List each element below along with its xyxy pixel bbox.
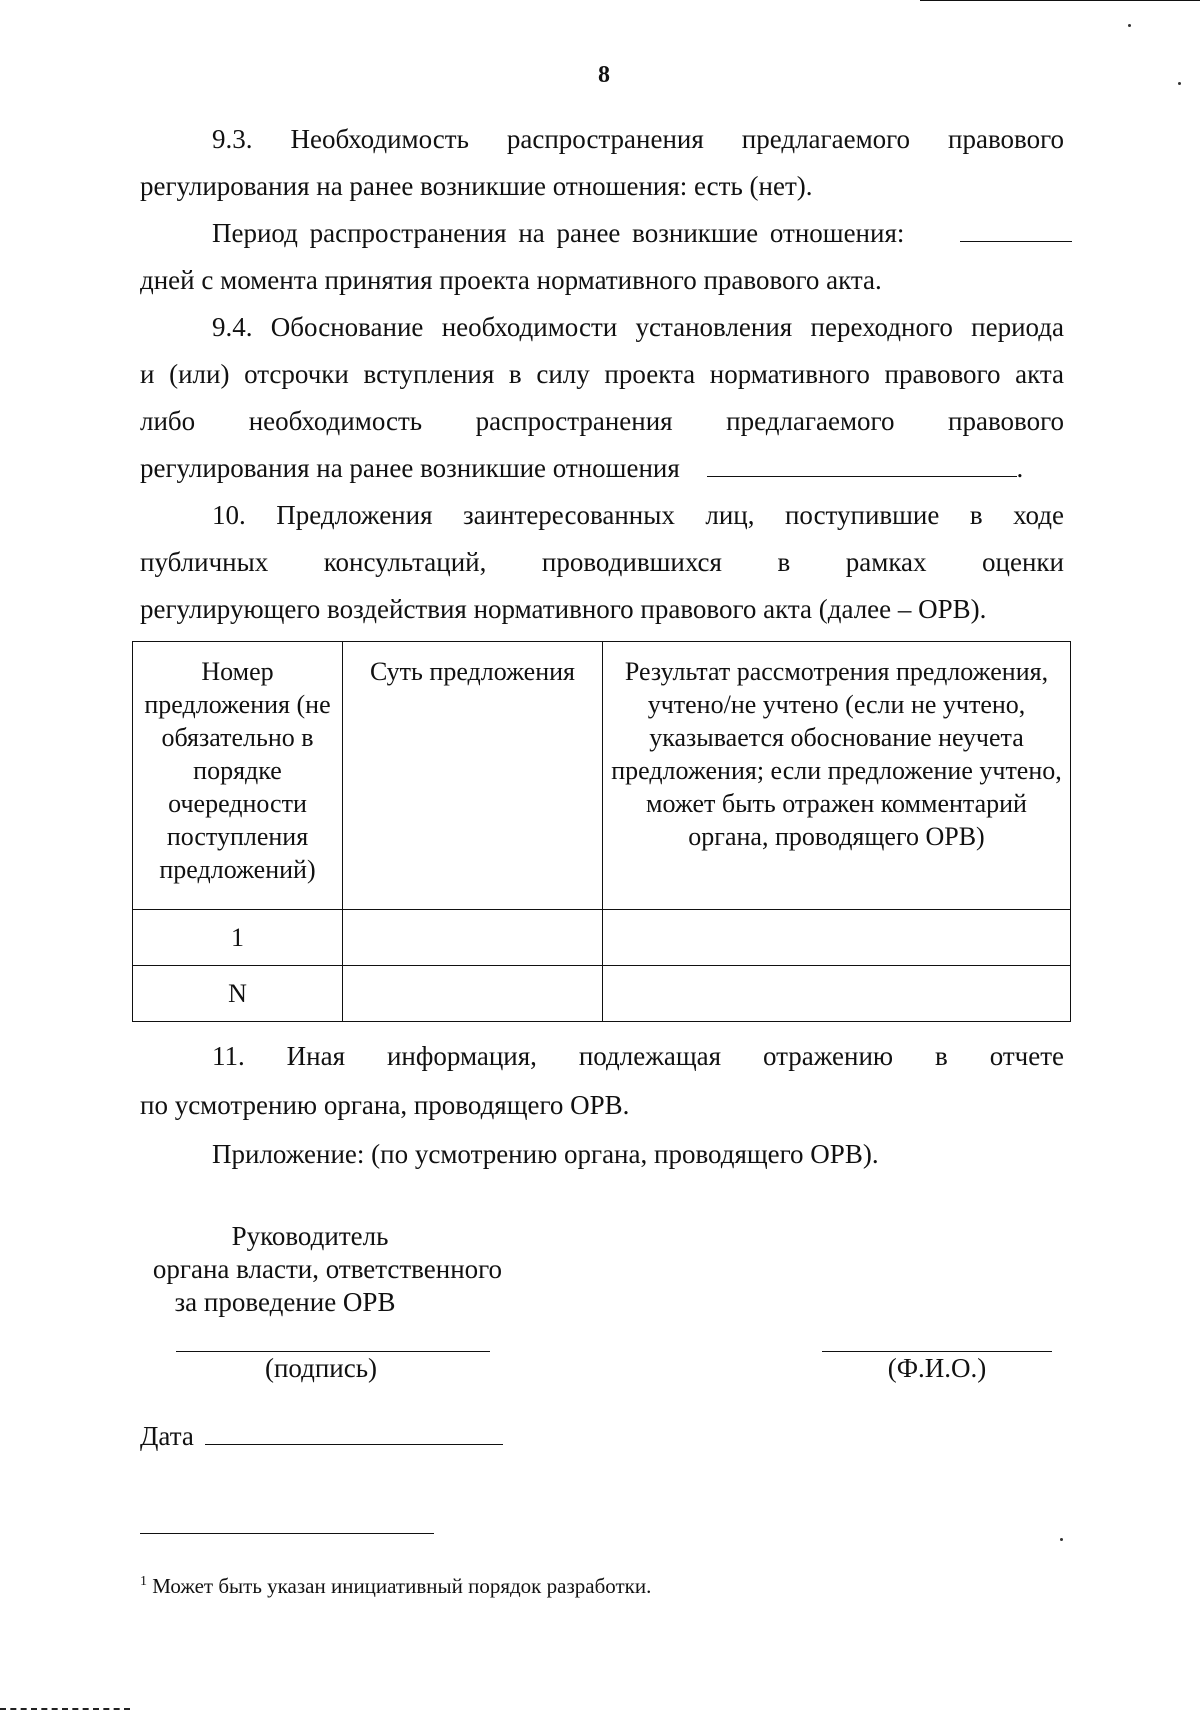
period-line1-wrap: [212, 210, 1072, 257]
p94-line1: 9.4. Обоснование необходимости установления переходного периода: [212, 312, 1064, 342]
row-result-cell[interactable]: [603, 910, 1071, 966]
period-days-blank[interactable]: [960, 211, 1072, 242]
p94-line2: и (или) отсрочки вступления в силу проекта нормативного правового акта: [140, 359, 1064, 389]
row-number-cell: N: [133, 966, 343, 1022]
signatory-title-line2: органа власти, ответственного: [152, 1254, 503, 1284]
footnote-separator: [140, 1533, 434, 1534]
proposals-table: [132, 641, 1071, 1022]
p94-line3: либо необходимость распространения предлагаемого правового: [140, 406, 1064, 436]
footnote-marker: 1: [140, 1574, 147, 1589]
page-number: 8: [598, 62, 610, 88]
period-line2: дней с момента принятия проекта нормативного правового акта.: [140, 265, 882, 295]
header-review-result: Результат рассмотрения предложения, учтено/не учтено (если не учтено, указывается обоснование неучета предложения; если предложение учтено, может быть отражен комментарий органа, проводящего ОРВ): [603, 642, 1071, 910]
footnote: [140, 1569, 1040, 1599]
signatory-title-line1: Руководитель: [231, 1221, 389, 1251]
footnote-text: Может быть указан инициативный порядок разработки.: [152, 1574, 652, 1598]
p94-end: .: [1016, 453, 1024, 483]
date-row: [140, 1413, 540, 1460]
p94-line4-wrap: [140, 445, 1080, 492]
scan-speck: [1128, 24, 1131, 27]
top-edge-mark: [920, 0, 1200, 1]
table-header-row: [133, 642, 1071, 910]
name-caption: (Ф.И.О.): [887, 1353, 987, 1383]
p10-line1: 10. Предложения заинтересованных лиц, поступившие в ходе: [212, 500, 1064, 530]
signatory-title-line3: за проведение ОРВ: [174, 1287, 396, 1317]
p93-line2: регулирования на ранее возникшие отношения: есть (нет).: [140, 171, 813, 201]
p94-justification-blank[interactable]: [707, 446, 1017, 477]
period-line1: Период распространения на ранее возникшие отношения:: [212, 218, 905, 248]
date-blank[interactable]: [205, 1414, 503, 1445]
row-result-cell[interactable]: [603, 966, 1071, 1022]
appendix-line: Приложение: (по усмотрению органа, проводящего ОРВ).: [212, 1139, 879, 1169]
p94-line4: регулирования на ранее возникшие отношения: [140, 453, 680, 483]
bottom-edge-mark: [0, 1708, 130, 1710]
table-row: [133, 966, 1071, 1022]
p11-line2: по усмотрению органа, проводящего ОРВ.: [140, 1090, 630, 1120]
header-proposal-number: Номер предложения (не обязательно в порядке очередности поступления предложений): [133, 642, 343, 910]
signatory-title: [140, 1220, 520, 1319]
date-label: Дата: [140, 1421, 194, 1451]
p11-line1: 11. Иная информация, подлежащая отражению в отчете: [212, 1041, 1064, 1071]
signature-caption: (подпись): [264, 1353, 378, 1383]
row-number-cell: 1: [133, 910, 343, 966]
p10-line2: публичных консультаций, проводившихся в рамках оценки: [140, 547, 1064, 577]
scan-speck: [1060, 1538, 1063, 1541]
p93-line1: 9.3. Необходимость распространения предлагаемого правового: [212, 124, 1064, 154]
header-proposal-essence: Суть предложения: [343, 642, 603, 910]
row-essence-cell[interactable]: [343, 966, 603, 1022]
row-essence-cell[interactable]: [343, 910, 603, 966]
table-row: [133, 910, 1071, 966]
p10-line3: регулирующего воздействия нормативного правового акта (далее – ОРВ).: [140, 594, 987, 624]
